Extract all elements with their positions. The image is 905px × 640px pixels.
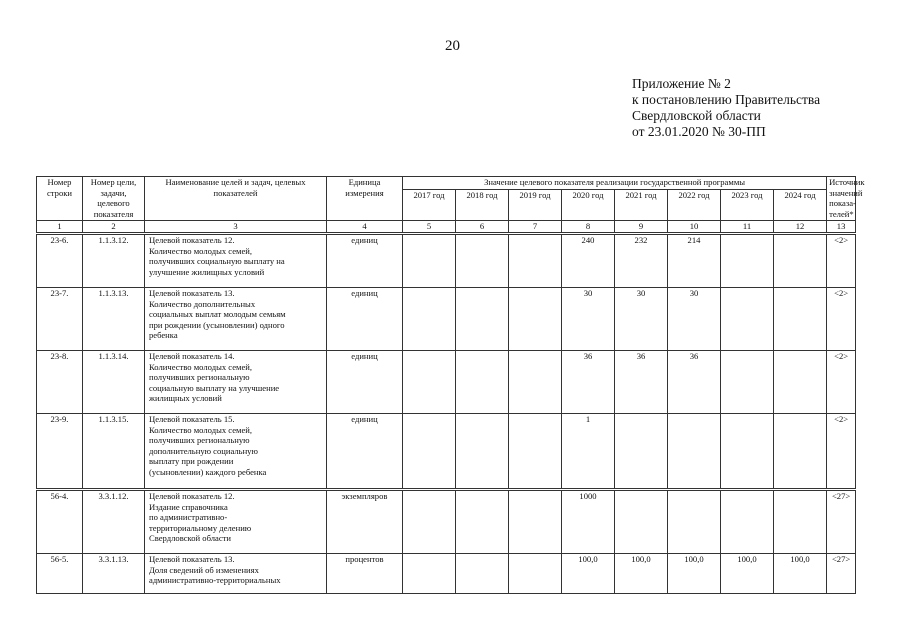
indicator-name-line: Количество молодых семей, (149, 245, 253, 256)
header-year: 2019 год (509, 190, 562, 221)
indicator-name-line: (усыновлении) каждого ребенка (149, 466, 267, 477)
column-number: 4 (327, 221, 403, 234)
value-cell (403, 351, 456, 414)
indicator-name-line: Издание справочника (149, 501, 228, 512)
column-number: 5 (403, 221, 456, 234)
indicator-name-line: дополнительную социальную (149, 445, 258, 456)
column-number: 7 (509, 221, 562, 234)
column-number: 6 (456, 221, 509, 234)
indicator-name-cell (145, 414, 327, 490)
indicator-name-cell (145, 554, 327, 594)
value-cell: 30 (615, 288, 668, 351)
column-number: 13 (827, 221, 856, 234)
column-number: 1 (37, 221, 83, 234)
table-row (37, 490, 856, 554)
indicator-name-line: Целевой показатель 13. (149, 554, 235, 564)
goal-code-cell: 1.1.3.13. (83, 288, 145, 351)
value-cell (721, 414, 774, 490)
row-number-cell: 56-4. (37, 490, 83, 554)
value-cell (509, 554, 562, 594)
row-number-cell: 56-5. (37, 554, 83, 594)
unit-cell: единиц (327, 414, 403, 490)
header-year: 2020 год (562, 190, 615, 221)
value-cell: 214 (668, 234, 721, 288)
appendix-header (632, 76, 820, 140)
value-cell: 100,0 (615, 554, 668, 594)
value-cell: 1000 (562, 490, 615, 554)
value-cell (456, 554, 509, 594)
column-number: 9 (615, 221, 668, 234)
header-goal-number: Номер цели, задачи, целевого показателя (83, 177, 145, 221)
indicator-name-line: Количество дополнительных (149, 298, 256, 309)
value-cell (509, 490, 562, 554)
column-number: 8 (562, 221, 615, 234)
value-cell: 36 (615, 351, 668, 414)
indicator-name-line: ребенка (149, 330, 178, 341)
indicator-name-line: Целевой показатель 14. (149, 351, 235, 361)
value-cell (456, 490, 509, 554)
appendix-line: Приложение № 2 (632, 76, 731, 91)
indicator-name-cell (145, 234, 327, 288)
table-row (37, 414, 856, 490)
appendix-line: от 23.01.2020 № 30-ПП (632, 124, 766, 139)
column-number: 2 (83, 221, 145, 234)
value-cell (774, 490, 827, 554)
value-cell (774, 351, 827, 414)
indicator-name-line: Целевой показатель 12. (149, 235, 235, 245)
value-cell (456, 288, 509, 351)
value-cell (403, 414, 456, 490)
indicator-name-line: улучшение жилищных условий (149, 266, 265, 277)
indicator-name-line: территориальному делению (149, 522, 252, 533)
value-cell (774, 234, 827, 288)
indicator-name-cell (145, 490, 327, 554)
indicator-name-line: социальную выплату на улучшение (149, 382, 280, 393)
value-cell (403, 234, 456, 288)
value-cell (456, 414, 509, 490)
goal-code-cell: 1.1.3.14. (83, 351, 145, 414)
value-cell (721, 490, 774, 554)
indicator-table (36, 176, 865, 594)
header-year: 2018 год (456, 190, 509, 221)
appendix-line: к постановлению Правительства (632, 92, 821, 107)
indicator-name-line: Целевой показатель 12. (149, 491, 235, 501)
indicator-name-cell (145, 288, 327, 351)
value-cell: 36 (668, 351, 721, 414)
value-cell: 100,0 (668, 554, 721, 594)
indicator-name-line: получивших социальную выплату на (149, 256, 285, 267)
value-cell (509, 288, 562, 351)
indicator-name-line: при рождении (усыновлении) одного (149, 319, 285, 330)
goal-code-cell: 1.1.3.15. (83, 414, 145, 490)
source-cell: <27> (827, 490, 856, 554)
indicator-name-line: Доля сведений об изменениях (149, 564, 259, 575)
value-cell (403, 554, 456, 594)
value-cell: 232 (615, 234, 668, 288)
source-cell: <2> (827, 288, 856, 351)
value-cell (403, 288, 456, 351)
header-value-group: Значение целевого показателя реализации государственной программы (403, 177, 827, 190)
indicator-name-line: Целевой показатель 15. (149, 414, 235, 424)
header-year: 2017 год (403, 190, 456, 221)
value-cell (668, 414, 721, 490)
unit-cell: единиц (327, 288, 403, 351)
column-number: 12 (774, 221, 827, 234)
page-number: 20 (445, 38, 460, 54)
unit-cell: экземпляров (327, 490, 403, 554)
value-cell (509, 234, 562, 288)
indicator-name-line: по административно- (149, 512, 228, 523)
row-number-cell: 23-7. (37, 288, 83, 351)
row-number-cell: 23-9. (37, 414, 83, 490)
row-number-cell: 23-8. (37, 351, 83, 414)
column-number: 10 (668, 221, 721, 234)
header-name: Наименование целей и задач, целевых показателей (145, 177, 327, 221)
indicator-name-line: жилищных условий (149, 393, 222, 404)
header-unit: Единица измерения (327, 177, 403, 221)
value-cell (509, 414, 562, 490)
indicator-name-line: получивших региональную (149, 435, 250, 446)
column-number: 11 (721, 221, 774, 234)
source-cell: <2> (827, 234, 856, 288)
table-row (37, 288, 856, 351)
value-cell (456, 234, 509, 288)
goal-code-cell: 3.3.1.13. (83, 554, 145, 594)
value-cell: 30 (562, 288, 615, 351)
row-number-cell: 23-6. (37, 234, 83, 288)
indicator-name-line: Свердловской области (149, 533, 232, 544)
indicator-name-line: получивших региональную (149, 372, 250, 383)
source-cell: <2> (827, 351, 856, 414)
table-row (37, 554, 856, 594)
appendix-line: Свердловской области (632, 108, 761, 123)
value-cell: 100,0 (562, 554, 615, 594)
indicator-name-line: административно-территориальных (149, 575, 281, 586)
header-row-number: Номер строки (37, 177, 83, 221)
value-cell (721, 234, 774, 288)
source-cell: <27> (827, 554, 856, 594)
source-cell: <2> (827, 414, 856, 490)
value-cell (774, 414, 827, 490)
column-number: 3 (145, 221, 327, 234)
value-cell: 100,0 (774, 554, 827, 594)
value-cell: 100,0 (721, 554, 774, 594)
value-cell (668, 490, 721, 554)
table-row (37, 351, 856, 414)
value-cell (774, 288, 827, 351)
value-cell: 240 (562, 234, 615, 288)
table-row (37, 234, 856, 288)
unit-cell: процентов (327, 554, 403, 594)
indicator-name-line: Целевой показатель 13. (149, 288, 235, 298)
goal-code-cell: 1.1.3.12. (83, 234, 145, 288)
value-cell: 36 (562, 351, 615, 414)
goal-code-cell: 3.3.1.12. (83, 490, 145, 554)
value-cell (615, 490, 668, 554)
value-cell (403, 490, 456, 554)
value-cell (721, 288, 774, 351)
unit-cell: единиц (327, 351, 403, 414)
value-cell (456, 351, 509, 414)
indicator-name-line: Количество молодых семей, (149, 361, 253, 372)
indicator-name-cell (145, 351, 327, 414)
value-cell (615, 414, 668, 490)
header-year: 2023 год (721, 190, 774, 221)
value-cell (721, 351, 774, 414)
header-source: Источник значений показа-телей* (827, 177, 856, 221)
value-cell (509, 351, 562, 414)
header-year: 2024 год (774, 190, 827, 221)
indicator-name-line: выплату при рождении (149, 456, 234, 467)
value-cell: 30 (668, 288, 721, 351)
header-year: 2021 год (615, 190, 668, 221)
header-year: 2022 год (668, 190, 721, 221)
unit-cell: единиц (327, 234, 403, 288)
indicator-name-line: Количество молодых семей, (149, 424, 253, 435)
indicator-name-line: социальных выплат молодым семьям (149, 309, 286, 320)
value-cell: 1 (562, 414, 615, 490)
